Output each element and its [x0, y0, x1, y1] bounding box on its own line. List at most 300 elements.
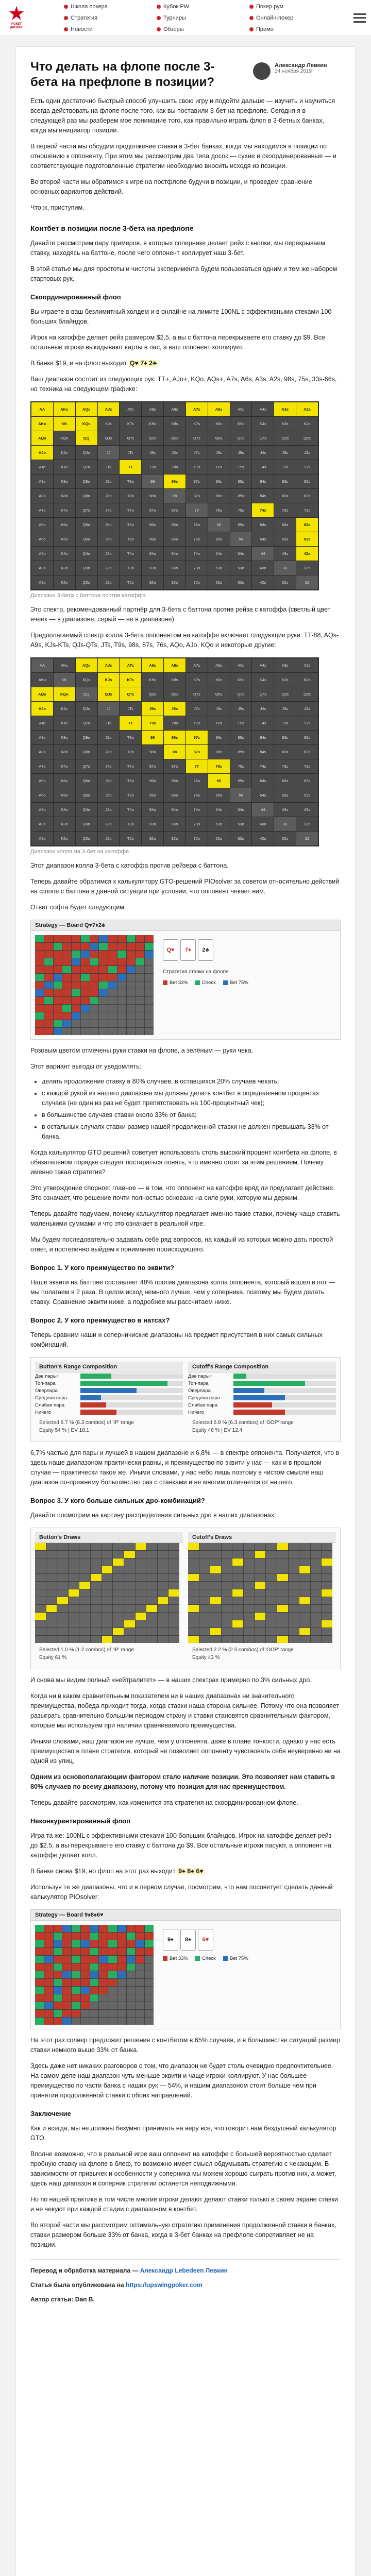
solver-cell: [158, 1636, 168, 1643]
solver-cell: [222, 1558, 232, 1566]
solver-cell: [62, 1933, 71, 1940]
matrix-cell: K6o: [54, 518, 75, 532]
solver-cell: [136, 1940, 144, 1947]
solver-cell: [117, 2002, 126, 2009]
solver-cell: [54, 2002, 62, 2009]
solver-cell: [90, 1971, 99, 1978]
solver-cell: [117, 951, 126, 958]
solver-cell: [127, 2002, 136, 2009]
solver-cell: [210, 1597, 221, 1604]
solver-cell: [62, 997, 71, 1004]
solver-cell: [210, 1620, 221, 1628]
matrix-cell: K9s: [142, 417, 163, 431]
solver-cell: [146, 1613, 157, 1620]
legend-swatch-icon: [223, 1956, 228, 1961]
matrix-cell: 84s: [252, 489, 274, 503]
solver-cell: [299, 1558, 310, 1566]
solver-cell: [124, 1613, 135, 1620]
solver-cell: [99, 1933, 108, 1940]
matrix-cell: 65s: [230, 518, 252, 532]
solver-cell: [145, 2002, 154, 2009]
matrix-cell: J4s: [252, 702, 274, 716]
solver-cell: [54, 1979, 62, 1986]
range-bar-label: Средняя пара: [188, 1395, 220, 1401]
matrix-cell: Q7s: [186, 431, 208, 445]
solver-cell: [72, 951, 80, 958]
solver-cell: [210, 1582, 221, 1589]
solver-cell: [168, 1605, 179, 1612]
solver-cell: [158, 1543, 168, 1550]
solver-cell: [54, 1925, 62, 1932]
board-cards: Q♥ 7♦ 2♣: [129, 360, 157, 367]
solver-cell: [57, 1543, 68, 1550]
solver-cell: [117, 1963, 126, 1971]
main-nav: [64, 1, 337, 35]
matrix-cell: Q9o: [76, 731, 97, 744]
solver-header-1: Strategy — Board Q♥7♦2♣: [31, 920, 340, 931]
solver-cell: [108, 1012, 117, 1020]
solver-cell: [277, 1566, 288, 1573]
matrix-cell: K7o: [54, 503, 75, 517]
matrix-caption-2: Диапазон колла на 3-бет на катоффе: [30, 849, 129, 855]
solver-cell: [158, 1558, 168, 1566]
solver-cell: [46, 1628, 57, 1635]
solver-cell: [277, 1613, 288, 1620]
matrix-cell: 54o: [230, 803, 252, 817]
answer-2: Теперь сравним наши и соперничиские диапазоны на предмет присутствия в них самых сильных комбинаций.: [30, 1331, 323, 1348]
solver-cell: [136, 1933, 144, 1940]
solver-cell: [168, 1636, 179, 1643]
matrix-cell: J3s: [274, 702, 296, 716]
solver-cell: [46, 1566, 57, 1573]
answer-3: Давайте посмотрим на картину распределения сильных дро в наших диапазонах:: [30, 1512, 276, 1519]
solver-cell: [311, 1597, 322, 1604]
solver-cell: [210, 1551, 221, 1558]
solver-cell: [289, 1558, 299, 1566]
solver-cell: [124, 1551, 135, 1558]
matrix-cell: 88: [164, 745, 185, 759]
solver-cell: [108, 966, 117, 973]
matrix-cell: Q8s: [164, 431, 185, 445]
matrix-cell: QJs: [98, 431, 120, 445]
solver-cell: [136, 1994, 144, 2002]
matrix-cell: A6o: [31, 774, 53, 788]
solver-cell: [102, 1543, 113, 1550]
nav-item-5[interactable]: [249, 12, 337, 24]
matrix-cell: 44: [252, 547, 274, 561]
solver-cell: [158, 1628, 168, 1635]
matrix-cell: 55: [230, 788, 252, 802]
source-link[interactable]: https://upswingpoker.com: [126, 2281, 203, 2289]
credit-link[interactable]: Александр Lebedeen Левкин: [140, 2267, 228, 2274]
matrix-cell: 43s: [274, 547, 296, 561]
matrix-cell: A5o: [31, 788, 53, 802]
matrix-cell: K7o: [54, 759, 75, 773]
matrix-cell: AQo: [31, 687, 53, 701]
solver-cell: [102, 1582, 113, 1589]
solver-cell: [113, 1597, 124, 1604]
range-bar-row: [188, 1394, 336, 1401]
site-logo[interactable]: [5, 5, 28, 31]
solver-cell: [90, 1956, 99, 1963]
solver-cell: [108, 951, 117, 958]
solver-cell: [127, 989, 136, 996]
wet-paragraph-1: Игра та же: 100NL с эффективными стеками 100 больших блайндов. Игрок на катоффе делает рейз до $2.5, а вы перекрываете его ставку с баттона до $9. Все остальные игроки пасуют, а оппонент на катоффе делает колл.: [30, 1832, 332, 1859]
solver-cell: [108, 1948, 117, 1955]
matrix-cell: Q3s: [274, 431, 296, 445]
solver-cell: [127, 1020, 136, 1027]
matrix-cell: K2o: [54, 575, 75, 589]
matrix-cell: A4s: [252, 658, 274, 672]
range-bar: [233, 1402, 336, 1408]
answer-3d: Иными словами, наш диапазон не лучше, чем у оппонента, даже в плане тонкости, однако у нас есть преимущество в плане стратегии, который не позволяет оппоненту чувствовать себя неуверенно ни на одной из улиц.: [30, 1738, 341, 1765]
matrix-cell: JTo: [98, 716, 120, 730]
matrix-cell: Q3s: [274, 687, 296, 701]
solver-cell: [69, 1566, 79, 1573]
solver-cell: [72, 1028, 80, 1035]
matrix-cell: 83s: [274, 745, 296, 759]
solver-cell: [62, 966, 71, 973]
matrix-cell: QJo: [76, 702, 97, 716]
matrix-cell: 73s: [274, 759, 296, 773]
matrix-cell: KQo: [54, 687, 75, 701]
legend-swatch-icon: [195, 1956, 200, 1961]
nav-item-2[interactable]: [249, 1, 337, 12]
range-bar-row: [35, 1372, 183, 1380]
solver-cell: [117, 1028, 126, 1035]
solver-cell: [81, 1971, 90, 1978]
solver-cell: [199, 1605, 210, 1612]
solver-cell: [136, 1956, 144, 1963]
legend-swatch-icon: [223, 980, 228, 985]
matrix-cell: K4s: [252, 417, 274, 431]
matrix-cell: 87s: [186, 745, 208, 759]
solver-cell: [54, 1012, 62, 1020]
solver-cell: [90, 1987, 99, 1994]
nav-item-3[interactable]: [64, 12, 151, 24]
matrix-cell: 44: [252, 803, 274, 817]
matrix-cell: A4s: [252, 402, 274, 416]
solver-cell: [145, 943, 154, 950]
article: [15, 46, 356, 2576]
solver-cell: [35, 1543, 46, 1550]
solver-cell: [54, 1020, 62, 1027]
solver-cell: [81, 943, 90, 950]
matrix-cell: KQs: [76, 417, 97, 431]
nav-item-label: Стратегия: [71, 14, 98, 21]
solver-cell: [311, 1543, 322, 1550]
solver-cell: [136, 943, 144, 950]
solver-cell: [188, 1605, 199, 1612]
solver-cell: [72, 943, 80, 950]
solver-cell: [35, 1020, 44, 1027]
matrix-cell: 64s: [252, 774, 274, 788]
solver-cell: [81, 1994, 90, 2002]
solver-cell: [199, 1551, 210, 1558]
matrix-cell: 93s: [274, 474, 296, 488]
matrix-cell: K7s: [186, 417, 208, 431]
matrix-cell: J6s: [208, 446, 230, 460]
solver-cell: [35, 1558, 46, 1566]
solver-cell: [57, 1574, 68, 1581]
matrix-cell: 55: [230, 532, 252, 546]
solver-cell: [69, 1628, 79, 1635]
solver-cell: [255, 1620, 266, 1628]
legend-entry: Bet 33%: [163, 980, 188, 986]
nav-item-6[interactable]: [64, 24, 151, 35]
solver-cell: [158, 1620, 168, 1628]
solver-cell: [54, 2018, 62, 2025]
solver-cell: [232, 1605, 243, 1612]
nav-item-1[interactable]: [157, 1, 244, 12]
solver-cell: [322, 1597, 332, 1604]
author-label: Автор статьи:: [30, 2296, 74, 2303]
matrix-cell: 72o: [186, 832, 208, 845]
solver-cell: [232, 1628, 243, 1635]
credit-line: [30, 2267, 341, 2274]
solver-cell: [54, 1971, 62, 1978]
wet-solver-legend: [159, 1955, 336, 1964]
matrix-cell: 98o: [142, 489, 163, 503]
solver-cell: [108, 2002, 117, 2009]
solver-cell: [79, 1636, 90, 1643]
solver-board-cards: [159, 935, 336, 965]
matrix-cell: J6s: [208, 702, 230, 716]
solver-cell: [210, 1589, 221, 1597]
solver-cell: [299, 1636, 310, 1643]
solver-cell: [136, 1012, 144, 1020]
author-name[interactable]: Александр Левкин: [275, 62, 327, 69]
solver-cell: [90, 1933, 99, 1940]
solver-cell: [35, 966, 44, 973]
solver-cell: [311, 1620, 322, 1628]
solver-cell: [62, 1994, 71, 2002]
summary-4: Во второй части мы рассмотрим оптимальную стратегию применения продолженной ставки в банках, ставки размером больше 33% от банка, когда в 3-бет банках на префлопе сопротивляет не на позиции.: [30, 2222, 336, 2248]
solver-cell: [117, 1933, 126, 1940]
matrix-cell: K7s: [186, 673, 208, 687]
solver-cell: [145, 966, 154, 973]
matrix-cell: T9s: [142, 460, 163, 474]
nav-item-8[interactable]: [249, 24, 337, 35]
matrix-cell: A6o: [31, 518, 53, 532]
explain-paragraph-2: Это утверждение спорное: главное — в том, что оппонент на катоффе вряд ли предлагает действие. Это означает, что решение почти полностью основано на силе руки, которую мы держим.: [30, 1184, 335, 1201]
solver-cell: [255, 1589, 266, 1597]
heading-summary: Заключение: [30, 2110, 71, 2117]
nav-dot-icon: [157, 5, 161, 9]
solver-cell: [35, 1613, 46, 1620]
solver-cell: [69, 1597, 79, 1604]
solver-cell: [222, 1597, 232, 1604]
solver-cell: [266, 1613, 277, 1620]
solver-cell: [90, 1020, 99, 1027]
matrix-cell: 99: [142, 474, 163, 488]
solver-cell: [62, 2018, 71, 2025]
solver-cell: [158, 1589, 168, 1597]
solver-cell: [145, 958, 154, 965]
matrix-cell: 86s: [208, 489, 230, 503]
solver-cell: [222, 1620, 232, 1628]
matrix-cell: A3o: [31, 817, 53, 831]
solver-cell: [35, 1028, 44, 1035]
matrix-cell: J9s: [142, 702, 163, 716]
solver-cell: [277, 1620, 288, 1628]
range-bar-row: [188, 1409, 336, 1416]
matrix-cell: A2o: [31, 575, 53, 589]
solver-cell: [146, 1628, 157, 1635]
range-bar: [80, 1402, 183, 1408]
range-bar: [80, 1410, 183, 1415]
matrix-cell: 96o: [142, 774, 163, 788]
nav-item-label: Покер рум: [256, 3, 284, 10]
solver-cell: [81, 1963, 90, 1971]
question-2: Вопрос 2. У кого преимущество в натсах?: [30, 1316, 170, 1324]
matrix-cell: ATo: [31, 716, 53, 730]
solver-cell: [46, 1620, 57, 1628]
matrix-cell: A4o: [31, 803, 53, 817]
dry-paragraph-2: Игрок на катоффе делает рейз размером $2,5, а вы с баттона перекрываете его ставку до $9. Все остальные игроки выкидывают карты в пас, а ваш оппонент коллирует.: [30, 334, 325, 351]
solver-cell: [311, 1582, 322, 1589]
solver-cell: [81, 981, 90, 989]
solver-cell: [127, 958, 136, 965]
matrix-cell: KTs: [120, 417, 141, 431]
matrix-cell: T6o: [120, 774, 141, 788]
solver-cell: [108, 1005, 117, 1012]
solver-cell: [108, 2010, 117, 2017]
matrix-cell: Q6s: [208, 687, 230, 701]
solver-cell: [113, 1605, 124, 1612]
solver-cell: [244, 1597, 255, 1604]
explain-paragraph-3: Теперь давайте подумаем, почему калькулятор предлагает именно такие ставки, почему чаще ставить маленькими суммами и что это означает в реальной игре.: [30, 1210, 340, 1227]
solver-cell: [35, 1005, 44, 1012]
solver-cell: [79, 1566, 90, 1573]
matrix-cell: 76o: [186, 774, 208, 788]
solver-cell: [108, 1020, 117, 1027]
matrix-cell: Q5o: [76, 532, 97, 546]
matrix-cell: JTs: [120, 702, 141, 716]
author-block: [253, 59, 341, 80]
nav-item-0[interactable]: [64, 1, 151, 12]
range-bar: [233, 1374, 336, 1379]
solver-cell: [44, 1020, 53, 1027]
nav-dot-icon: [249, 16, 254, 20]
matrix-cell: KJs: [98, 417, 120, 431]
solver-cell: [90, 1979, 99, 1986]
nav-item-7[interactable]: [157, 24, 244, 35]
solver-cell: [127, 981, 136, 989]
solver-cell: [62, 1020, 71, 1027]
matrix-cell: T8s: [164, 460, 185, 474]
solver-cell: [146, 1636, 157, 1643]
solver-cell: [35, 1994, 44, 2002]
solver-cell: [102, 1636, 113, 1643]
matrix-cell: 82s: [296, 745, 318, 759]
solver-cell: [244, 1582, 255, 1589]
matrix-cell: AKo: [31, 417, 53, 431]
matrix-cell: J2o: [98, 832, 120, 845]
solver-cell: [266, 1605, 277, 1612]
solver-cell: [136, 1987, 144, 1994]
matrix-cell: T7o: [120, 759, 141, 773]
matrix-cell: T3o: [120, 817, 141, 831]
solver-cell: [266, 1574, 277, 1581]
hamburger-menu-icon[interactable]: [353, 13, 366, 23]
solver-header-2: Стратегия ставки на флопе: [163, 969, 229, 975]
matrix-caption-1: Диапазон 3-бета с баттона против катоффа: [30, 592, 146, 599]
matrix-cell: A6s: [208, 658, 230, 672]
solver-cell: [57, 1582, 68, 1589]
range-header-left: Button's Range Composition: [35, 1362, 183, 1372]
matrix-cell: 87s: [186, 489, 208, 503]
nav-item-4[interactable]: [157, 12, 244, 24]
matrix-cell: 43o: [252, 561, 274, 575]
matrix-cell: K5s: [230, 673, 252, 687]
solver-cell: [244, 1620, 255, 1628]
matrix-cell: T4s: [252, 716, 274, 730]
matrix-cell: T2s: [296, 460, 318, 474]
solver-cell: [136, 1613, 146, 1620]
avatar[interactable]: [253, 62, 271, 80]
solver-cell: [136, 1558, 146, 1566]
solver-cell: [72, 1933, 80, 1940]
solver-cell: [108, 997, 117, 1004]
list-item: • с каждой рукой из нашего диапазона мы должны делать контбет в определенном процентах случаев (не один из раз не будет препятствовать на 100-процентный чек);: [42, 1089, 341, 1108]
solver-cell: [158, 1597, 168, 1604]
solver-cell: [255, 1574, 266, 1581]
solver-cell: [81, 1028, 90, 1035]
matrix-cell: AKo: [31, 673, 53, 687]
solver-cell: [44, 1979, 53, 1986]
solver-cell: [188, 1597, 199, 1604]
solver-cell: [244, 1558, 255, 1566]
matrix-cell: T5o: [120, 532, 141, 546]
matrix-cell: Q9o: [76, 474, 97, 488]
solver-cell: [232, 1558, 243, 1566]
solver-cell: [102, 1597, 113, 1604]
solver-cell: [136, 1963, 144, 1971]
solver-cell: [99, 951, 108, 958]
solver-cell: [145, 1956, 154, 1963]
intro-paragraph-1: Есть один достаточно быстрый способ улучшить свою игру и подойти дальше — изучить и научиться всегда действовать на флопе после того, как вы поставили 3-бет на префлопе. Сегодня я в следующей раз мы разберем мое понимание того, как правильно играть флоп в 3-бетных банках, когда мы инициатор позиции.: [30, 97, 335, 134]
matrix-cell: J8o: [98, 489, 120, 503]
solver-cell: [44, 1963, 53, 1971]
solver-cell: [277, 1551, 288, 1558]
matrix-cell: AJo: [31, 702, 53, 716]
matrix-cell: JTo: [98, 460, 120, 474]
solver-cell: [199, 1628, 210, 1635]
matrix-cell: K6s: [208, 417, 230, 431]
solver-cell: [158, 1574, 168, 1581]
matrix-cell: T6o: [120, 518, 141, 532]
solver-cell: [322, 1628, 332, 1635]
draws-stats-left: Selected 1.0 % (1.2 combos) of 'IP' range Equity 61 %: [39, 1647, 134, 1660]
legend-entry: Bet 33%: [163, 1956, 188, 1961]
matrix-cell: 75o: [186, 532, 208, 546]
matrix-cell: T2o: [120, 832, 141, 845]
matrix-cell: AA: [31, 402, 53, 416]
solver-cell: [57, 1566, 68, 1573]
matrix-cell: A8s: [164, 658, 185, 672]
matrix-cell: 53s: [274, 532, 296, 546]
matrix-cell: A8o: [31, 745, 53, 759]
solver-cell: [127, 2010, 136, 2017]
matrix-cell: A3s: [274, 658, 296, 672]
solver-cell: [136, 1620, 146, 1628]
nav-dot-icon: [249, 5, 254, 9]
solver-cell: [62, 989, 71, 996]
solver-cell: [146, 1558, 157, 1566]
legend-entry: Check: [195, 980, 216, 986]
solver-cell: [210, 1566, 221, 1573]
